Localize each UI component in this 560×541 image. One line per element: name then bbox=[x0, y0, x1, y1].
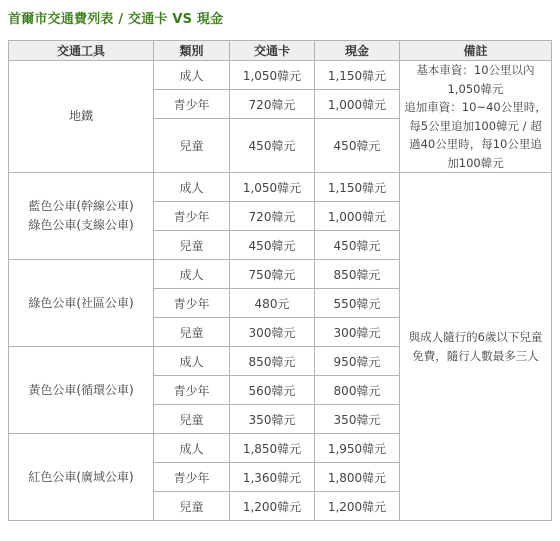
note-cell-subway bbox=[400, 61, 552, 173]
table-row bbox=[9, 61, 552, 90]
category-cell: 青少年 bbox=[154, 202, 230, 231]
note-cell-bus bbox=[400, 173, 552, 521]
category-cell: 成人 bbox=[154, 173, 230, 202]
card-fare-cell: 720韓元 bbox=[230, 202, 315, 231]
note-line: 加100韓元 bbox=[447, 155, 504, 170]
table-header-row bbox=[9, 41, 552, 61]
cash-fare-cell: 300韓元 bbox=[315, 318, 400, 347]
cash-fare-cell: 1,950韓元 bbox=[315, 434, 400, 463]
table-row bbox=[9, 173, 552, 202]
header-category: 類別 bbox=[154, 41, 230, 61]
category-cell: 成人 bbox=[154, 61, 230, 90]
card-fare-cell: 480元 bbox=[230, 289, 315, 318]
card-fare-cell: 560韓元 bbox=[230, 376, 315, 405]
category-cell: 成人 bbox=[154, 260, 230, 289]
card-fare-cell: 1,850韓元 bbox=[230, 434, 315, 463]
mode-name: 藍色公車(幹線公車) bbox=[28, 199, 134, 213]
mode-cell-subway bbox=[9, 61, 154, 173]
cash-fare-cell: 1,150韓元 bbox=[315, 173, 400, 202]
category-cell: 兒童 bbox=[154, 405, 230, 434]
note-line: 每5公里追加100韓元 / 超 bbox=[409, 118, 542, 133]
category-cell: 青少年 bbox=[154, 463, 230, 492]
card-fare-cell: 350韓元 bbox=[230, 405, 315, 434]
cash-fare-cell: 800韓元 bbox=[315, 376, 400, 405]
card-fare-cell: 1,200韓元 bbox=[230, 492, 315, 521]
page-title: 首爾市交通費列表 / 交通卡 VS 現金 bbox=[8, 12, 224, 27]
mode-name: 黃色公車(循環公車) bbox=[28, 382, 134, 397]
header-mode: 交通工具 bbox=[9, 41, 154, 61]
cash-fare-cell: 350韓元 bbox=[315, 405, 400, 434]
mode-cell-community-bus bbox=[9, 260, 154, 347]
card-fare-cell: 450韓元 bbox=[230, 231, 315, 260]
cash-fare-cell: 1,000韓元 bbox=[315, 202, 400, 231]
cash-fare-cell: 1,150韓元 bbox=[315, 61, 400, 90]
card-fare-cell: 1,050韓元 bbox=[230, 173, 315, 202]
note-line: 過40公里時，每10公里追 bbox=[409, 137, 542, 151]
category-cell: 兒童 bbox=[154, 119, 230, 173]
mode-name: 綠色公車(支線公車) bbox=[28, 218, 134, 232]
cash-fare-cell: 550韓元 bbox=[315, 289, 400, 318]
mode-cell-circular-bus bbox=[9, 347, 154, 434]
header-card: 交通卡 bbox=[230, 41, 315, 61]
card-fare-cell: 1,360韓元 bbox=[230, 463, 315, 492]
card-fare-cell: 1,050韓元 bbox=[230, 61, 315, 90]
mode-name: 紅色公車(廣域公車) bbox=[28, 469, 134, 484]
cash-fare-cell: 450韓元 bbox=[315, 119, 400, 173]
card-fare-cell: 720韓元 bbox=[230, 90, 315, 119]
cash-fare-cell: 850韓元 bbox=[315, 260, 400, 289]
category-cell: 兒童 bbox=[154, 492, 230, 521]
note-line: 追加車資：10~40公里時， bbox=[404, 100, 547, 114]
card-fare-cell: 300韓元 bbox=[230, 318, 315, 347]
fare-table bbox=[8, 40, 552, 521]
cash-fare-cell: 450韓元 bbox=[315, 231, 400, 260]
card-fare-cell: 850韓元 bbox=[230, 347, 315, 376]
cash-fare-cell: 1,200韓元 bbox=[315, 492, 400, 521]
category-cell: 成人 bbox=[154, 347, 230, 376]
category-cell: 青少年 bbox=[154, 376, 230, 405]
header-note: 備註 bbox=[400, 41, 552, 61]
mode-cell-trunk-branch-bus bbox=[9, 173, 154, 260]
card-fare-cell: 450韓元 bbox=[230, 119, 315, 173]
note-line: 基本車資：10公里以內 bbox=[416, 63, 535, 77]
note-line: 與成人隨行的6歲以下兒童 bbox=[408, 330, 543, 344]
category-cell: 成人 bbox=[154, 434, 230, 463]
header-cash: 現金 bbox=[315, 41, 400, 61]
category-cell: 青少年 bbox=[154, 90, 230, 119]
mode-name: 地鐵 bbox=[68, 109, 93, 123]
cash-fare-cell: 1,000韓元 bbox=[315, 90, 400, 119]
mode-cell-wide-area-bus bbox=[9, 434, 154, 521]
category-cell: 青少年 bbox=[154, 289, 230, 318]
note-line: 1,050韓元 bbox=[447, 81, 504, 96]
cash-fare-cell: 950韓元 bbox=[315, 347, 400, 376]
cash-fare-cell: 1,800韓元 bbox=[315, 463, 400, 492]
mode-name: 綠色公車(社區公車) bbox=[28, 295, 134, 310]
card-fare-cell: 750韓元 bbox=[230, 260, 315, 289]
category-cell: 兒童 bbox=[154, 318, 230, 347]
category-cell: 兒童 bbox=[154, 231, 230, 260]
note-line: 免費，隨行人數最多三人 bbox=[412, 348, 539, 363]
